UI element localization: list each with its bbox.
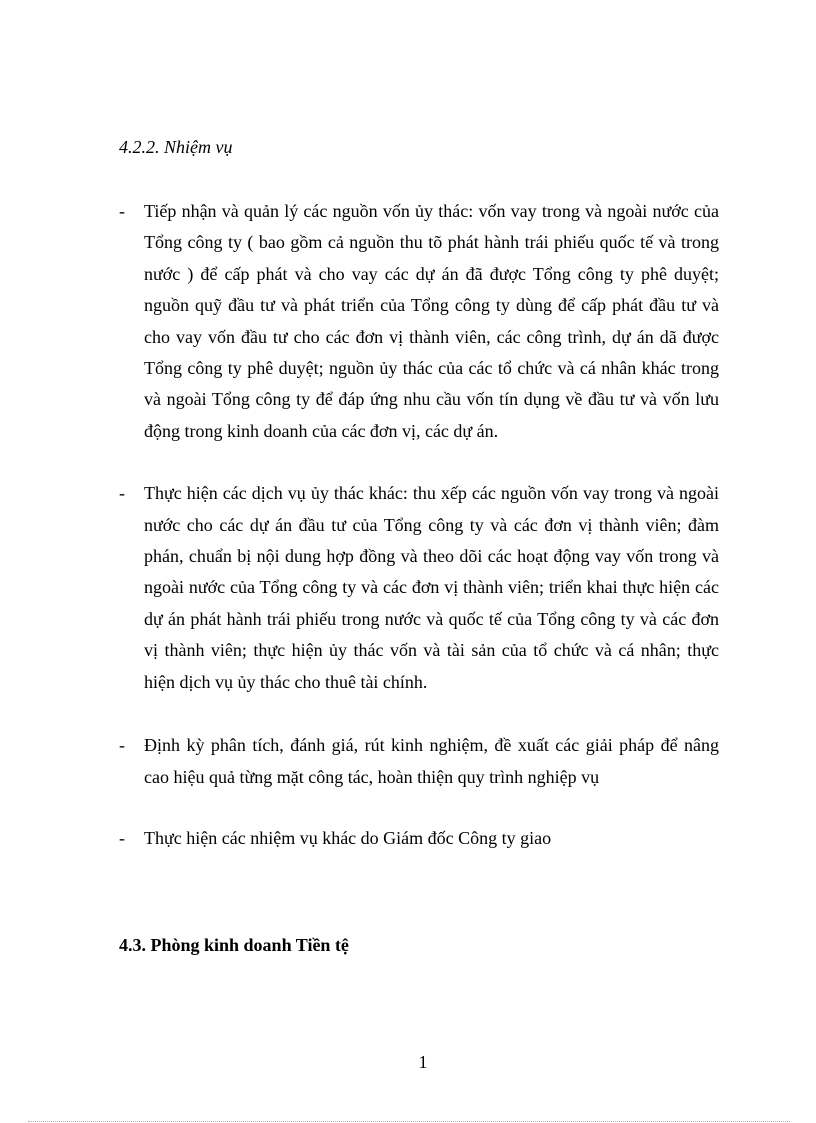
list-item	[119, 478, 719, 698]
page-number: 1	[418, 1052, 428, 1072]
list-item-text: Tiếp nhận và quản lý các nguồn vốn ủy thác: vốn vay trong và ngoài nước của Tổng công ty ( bao gồm cả nguồn thu tõ phát hành trái phiếu quốc tế và trong nước ) để cấp phát và cho vay các dự án đã được Tổng công ty phê duyệt; nguồn quỹ đầu tư và phát triển của Tổng công ty dùng để cấp phát đầu tư và cho vay vốn đầu tư cho các đơn vị thành viên, các công trình, dự án dã được Tổng công ty phê duyệt; nguồn ủy thác của các tổ chức và cá nhân khác trong và ngoài Tổng công ty để đáp ứng nhu cầu vốn tín dụng về đầu tư và vốn lưu động trong kinh doanh của các đơn vị, các dự án.	[144, 201, 719, 441]
bullet-dash: -	[119, 201, 125, 221]
bullet-dash: -	[119, 827, 125, 848]
list-item	[119, 196, 719, 447]
list-item	[119, 730, 719, 793]
footer-divider	[28, 1121, 790, 1122]
section-heading: 4.3. Phòng kinh doanh Tiền tệ	[119, 935, 349, 955]
list-item-text: Thực hiện các dịch vụ ủy thác khác: thu xếp các nguồn vốn vay trong và ngoài nước cho các dự án đầu tư của Tổng công ty và các đơn vị thành viên; đàm phán, chuẩn bị nội dung hợp đồng và theo dõi các hoạt động vay vốn trong và ngoài nước của Tổng công ty và các đơn vị thành viên; triển khai thực hiện các dự án phát hành trái phiếu trong nước và quốc tế của Tổng công ty và các đơn vị thành viên; thực hiện ủy thác vốn và tài sản của tổ chức và cá nhân; thực hiện dịch vụ ủy thác cho thuê tài chính.	[144, 483, 719, 692]
list-item-text: Thực hiện các nhiệm vụ khác do Giám đốc Công ty giao	[144, 827, 552, 848]
subsection-heading: 4.2.2. Nhiệm vụ	[119, 137, 233, 157]
duties-list	[119, 196, 719, 885]
list-item	[119, 823, 719, 854]
bullet-dash: -	[119, 735, 125, 756]
list-item-text: Định kỳ phân tích, đánh giá, rút kinh nghiệm, đề xuất các giải pháp để nâng cao hiệu quả từng mặt công tác, hoàn thiện quy trình nghiệp vụ	[144, 735, 719, 787]
bullet-dash: -	[119, 483, 125, 504]
